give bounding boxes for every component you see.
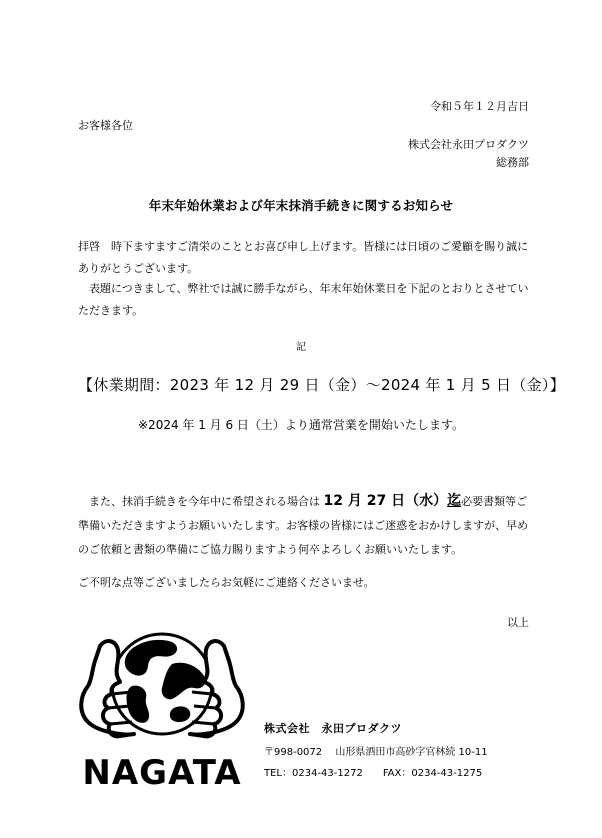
logo-wordmark: NAGATA (82, 753, 242, 793)
deadline-text-after: 必要書類等ご準備いただきますようお願いいたします。お客様の皆様にはご迷惑をおかけしますが、早めのご依頼と書類の準備にご協力賜りますよう何卒よろしくお願いいたします。 (78, 495, 529, 556)
holiday-period: 【休業期間：2023 年 12 月 29 日（金）～2024 年 1 月 5 日（金）】 (78, 376, 565, 394)
deadline-made: 迄 (447, 493, 462, 509)
ki-mark: 記 (296, 342, 306, 353)
deadline-text-before: また、抹消手続きを今年中に希望される場合は (78, 495, 324, 508)
contact-paragraph: ご不明な点等ございましたらお気軽にご連絡くださいませ。 (78, 576, 375, 589)
notice-title: 年末年始休業および年末抹消手続きに関するお知らせ (148, 198, 454, 213)
footer-address: 〒998-0072 山形県酒田市高砂字官林続 10-11 (264, 747, 488, 758)
notice-paragraph: 表題につきまして、弊社では誠に勝手ながら、年末年始休業日を下記のとおりとさせていただきます。 (78, 282, 529, 317)
recipient: お客様各位 (78, 119, 133, 132)
sender-company: 株式会社永田プロダクツ (408, 138, 529, 151)
greeting-paragraph: 拝啓 時下ますますご清栄のこととお喜び申し上げます。皆様には日頃のご愛顧を賜り誠にありがとうございます。 (78, 240, 529, 275)
deadline-date: 12 月 27 日（水） (323, 493, 448, 509)
deadline-paragraph (78, 489, 530, 562)
resume-notice: ※2024 年 1 月 6 日（土）より通常営業を開始いたします。 (138, 418, 464, 432)
footer-tel-fax: TEL：0234-43-1272 FAX：0234-43-1275 (264, 768, 483, 779)
globe-icon (112, 634, 212, 734)
sender-department: 総務部 (496, 156, 529, 169)
nagata-logo (74, 624, 250, 796)
closing-mark: 以上 (507, 616, 529, 629)
document-date: 令和５年１２月吉日 (430, 100, 529, 113)
footer-company: 株式会社 永田プロダクツ (264, 722, 402, 735)
